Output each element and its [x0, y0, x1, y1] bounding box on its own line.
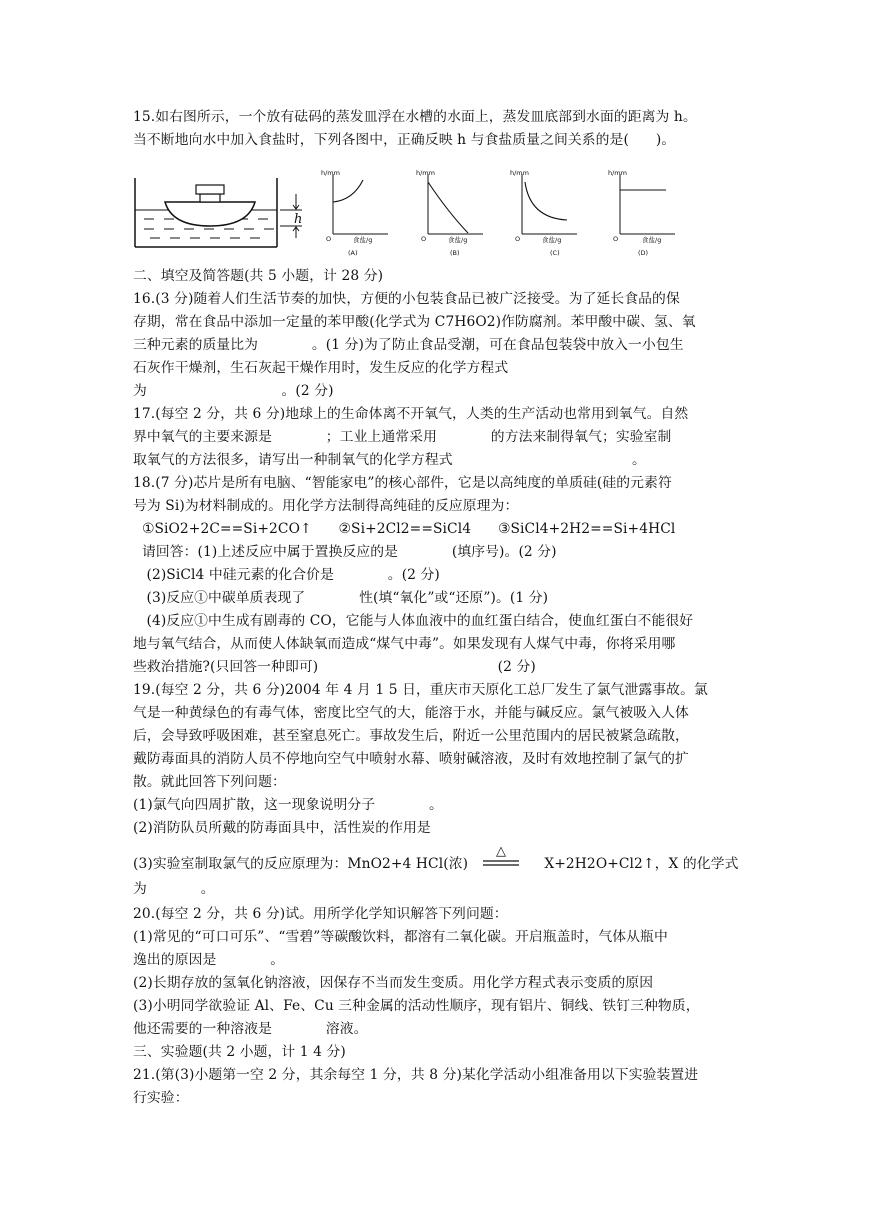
q16-line-3: 三种元素的质量比为 。(1 分)为了防止食品受潮，可在食品包装袋中放入一小包生: [133, 337, 684, 353]
q15-figure: [130, 162, 690, 262]
graph-a-origin: O: [326, 235, 332, 243]
graph-b-curve: [428, 182, 468, 233]
q19-part-3-answer: 为 。: [133, 881, 215, 897]
q19-line-1: 19.(每空 2 分，共 6 分)2004 年 4 月 1 5 日，重庆市天原化工总厂发生了氯气泄露事故。氯: [133, 682, 708, 698]
q18-reactions: ①SiO2+2C==Si+2CO↑ ②Si+2Cl2==SiCl4 ③SiCl4+2H2==Si+4HCl: [133, 521, 676, 537]
q18-part-4-line-1: (4)反应①中生成有剧毒的 CO，它能与人体血液中的血红蛋白结合，使血红蛋白不能很好: [133, 613, 694, 629]
graph-a-y-label: h/mm: [321, 169, 340, 177]
q17-line-2: 界中氧气的主要来源是 ；工业上通常采用 的方法来制得氧气；实验室制: [133, 429, 672, 445]
graph-c-y-label: h/mm: [510, 169, 529, 177]
graph-c-curve: [525, 182, 567, 220]
heat-condition-arrow: [480, 844, 522, 872]
evaporating-dish: [165, 202, 255, 226]
q19-part-1: (1)氯气向四周扩散，这一现象说明分子 。: [133, 797, 443, 813]
q16-line-2: 存期，常在食品中添加一定量的苯甲酸(化学式为 C7H6O2)作防腐剂。苯甲酸中碳、氢、氧: [133, 314, 696, 330]
graph-c-x-label: 食盐/g: [542, 236, 562, 244]
graph-d-x-label: 食盐/g: [642, 236, 662, 244]
q16-line-1: 16.(3 分)随着人们生活节奏的加快，方便的小包装食品已被广泛接受。为了延长食品的保: [133, 291, 680, 307]
graph-b-option: (B): [450, 249, 460, 257]
q19-line-5: 散。就此回答下列问题：: [133, 774, 286, 790]
q16-line-5: 为 。(2 分): [133, 383, 334, 399]
q20-line-1: 20.(每空 2 分，共 6 分)试。用所学化学知识解答下列问题：: [133, 906, 508, 922]
q18-part-4-line-2: 地与氧气结合，从而使人体缺氧而造成“煤气中毒”。如果发现有人煤气中毒，你将采用哪: [133, 636, 676, 652]
graph-c-origin: O: [515, 235, 521, 243]
graph-b: [416, 169, 483, 257]
graph-d-y-label: h/mm: [608, 169, 627, 177]
section-3-heading: 三、实验题(共 2 小题，计 1 4 分): [133, 1044, 346, 1060]
graph-a-x-label: 食盐/g: [353, 236, 373, 244]
graph-d: [608, 169, 675, 257]
water-trough-diagram: [135, 178, 302, 247]
graph-b-y-label: h/mm: [416, 169, 435, 177]
heat-symbol: △: [496, 844, 506, 859]
q19-part-2: (2)消防队员所戴的防毒面具中，活性炭的作用是: [133, 820, 431, 836]
q19-line-2: 气是一种黄绿色的有毒气体，密度比空气的大，能溶于水，并能与碱反应。氯气被吸入人体: [133, 705, 689, 721]
q15-line-1: 15.如右图所示，一个放有砝码的蒸发皿浮在水槽的水面上，蒸发皿底部到水面的距离为 h。: [133, 109, 697, 125]
graph-b-x-label: 食盐/g: [448, 236, 468, 244]
q18-part-4-line-3: 些救治措施?(只回答一种即可) (2 分): [133, 659, 536, 675]
q20-part-1-line-1: (1)常见的“可口可乐”、“雪碧”等碳酸饮料，都溶有二氧化碳。开启瓶盖时，气体从瓶中: [133, 929, 668, 945]
q20-part-1-line-2: 逸出的原因是 。: [133, 952, 285, 968]
graph-a-option: (A): [348, 249, 358, 257]
section-2-heading: 二、填空及简答题(共 5 小题，计 28 分): [133, 268, 384, 284]
q20-part-3-line-2: 他还需要的一种溶液是 溶液。: [133, 1021, 368, 1037]
graph-a: [321, 169, 388, 257]
q17-line-1: 17.(每空 2 分，共 6 分)地球上的生命体离不开氧气，人类的生产活动也常用到氧气。自然: [133, 406, 689, 422]
q20-part-2: (2)长期存放的氢氧化钠溶液，因保存不当而发生变质。用化学方程式表示变质的原因: [133, 975, 654, 991]
graph-a-curve: [333, 180, 363, 202]
q19-line-3: 后，会导致呼吸困难，甚至窒息死亡。事故发生后，附近一公里范围内的居民被紧急疏散，: [133, 728, 689, 744]
weight-top: [196, 185, 224, 194]
weight-body: [200, 194, 220, 202]
q18-part-2: (2)SiCl4 中硅元素的化合价是 。(2 分): [133, 567, 440, 583]
q20-part-3-line-1: (3)小明同学欲验证 Al、Fe、Cu 三种金属的活动性顺序，现有铝片、铜线、铁钉三种物质，: [133, 998, 700, 1014]
graph-d-option: (D): [638, 249, 649, 257]
graph-c: [510, 169, 577, 257]
graph-c-option: (C): [550, 249, 560, 257]
q18-part-3: (3)反应①中碳单质表现了 性(填“氧化”或“还原”)。(1 分): [133, 590, 549, 606]
q21-line-2: 行实验：: [133, 1090, 189, 1106]
q19-part-3: (3)实验室制取氯气的反应原理为：MnO2+4 HCl(浓) X+2H2O+Cl2↑，X 的化学式: [133, 856, 739, 872]
q16-line-4: 石灰作干燥剂，生石灰起干燥作用时，发生反应的化学方程式: [133, 360, 509, 376]
h-label: h: [294, 212, 303, 227]
graph-d-origin: O: [613, 235, 619, 243]
q18-line-2: 号为 Si)为材料制成的。用化学方法制得高纯硅的反应原理为：: [133, 498, 519, 514]
q17-line-3: 取氧气的方法很多，请写出一种制氧气的化学方程式 。: [133, 452, 646, 468]
q19-line-4: 戴防毒面具的消防人员不停地向空气中喷射水幕、喷射碱溶液，及时有效地控制了氯气的扩: [133, 751, 689, 767]
q18-line-1: 18.(7 分)芯片是所有电脑、“智能家电”的核心部件，它是以高纯度的单质硅(硅的元素符: [133, 475, 672, 491]
graph-b-origin: O: [421, 235, 427, 243]
q21-line-1: 21.(第(3)小题第一空 2 分，其余每空 1 分，共 8 分)某化学活动小组准备用以下实验装置进: [133, 1067, 699, 1083]
q18-part-1: 请回答：(1)上述反应中属于置换反应的是 (填序号)。(2 分): [133, 544, 557, 560]
q15-line-2: 当不断地向水中加入食盐时，下列各图中，正确反映 h 与食盐质量之间关系的是( )。: [133, 132, 676, 148]
